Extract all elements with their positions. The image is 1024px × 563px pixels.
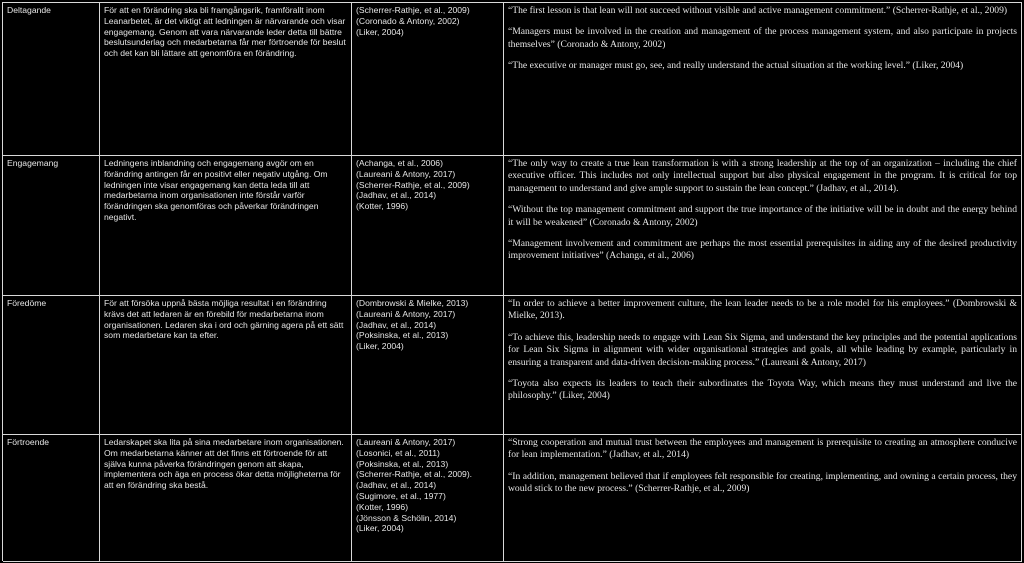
- term-label: Föredöme: [7, 298, 47, 308]
- description-cell: För att en förändring ska bli framgångsrik, framförallt inom Leanarbetet, är det viktigt att ledningen är närvarande och visar engagemang. Genom att vara närvarande leder detta till bättre beslutsunderlag och medarbetarna får mer förtroende för beslut och det kan bli lättare att genomföra en förändring.: [100, 3, 352, 156]
- reference-item: (Laureani & Antony, 2017): [356, 437, 456, 447]
- quote-text: “Toyota also expects its leaders to teach their subordinates the Toyota Way, which means they must understand and live the philosophy.” (Liker, 2004): [508, 378, 1017, 402]
- quote-text: “The first lesson is that lean will not succeed without visible and active management commitment.” (Scherrer-Rathje, et al., 2009): [508, 5, 1008, 16]
- table-row: [3, 3, 1022, 156]
- references-cell: [352, 296, 504, 435]
- term-label: Förtroende: [7, 437, 50, 447]
- term-label: Deltagande: [7, 5, 51, 15]
- reference-item: (Scherrer-Rathje, et al., 2009): [356, 179, 470, 190]
- quote-text: “The executive or manager must go, see, and really understand the actual situation at the working level.” (Liker, 2004): [508, 60, 964, 72]
- quotes-cell: [504, 156, 1022, 296]
- quote-text: “In order to achieve a better improvement culture, the lean leader needs to be a role model for his employees.” (Dombrowski & Mielke, 2013).: [508, 298, 1017, 322]
- references-cell: [352, 156, 504, 296]
- description-cell: Ledningens inblandning och engagemang avgör om en förändring antingen får en positivt eller negativ utgång. Om ledningen inte visar engagemang kan detta leda till att medarbetarna inom organisationen inte förstår varför förändringen ska genomföras och påverkar förändringen negativt.: [100, 156, 352, 296]
- quotes-cell: [504, 435, 1022, 562]
- term-cell: [3, 156, 100, 296]
- reference-item: (Sugimore, et al., 1977): [356, 490, 446, 501]
- reference-item: (Scherrer-Rathje, et al., 2009): [356, 5, 470, 15]
- reference-item: (Kotter, 1996): [356, 501, 409, 512]
- quote-text: “In addition, management believed that if employees felt responsible for creating, implementing, and owning a certain process, they would stick to the new process.” (Scherrer-Rathje, et al., 2009): [508, 470, 1017, 495]
- references-cell: [352, 3, 504, 156]
- description-cell: För att försöka uppnå bästa möjliga resultat i en förändring krävs det att ledaren är en förebild för medarbetarna inom organisationen. Ledaren ska i ord och gärning agera på ett sätt som medarbetare kan ta efter.: [100, 296, 352, 435]
- reference-item: (Dombrowski & Mielke, 2013): [356, 298, 469, 308]
- reference-item: (Achanga, et al., 2006): [356, 158, 443, 168]
- reference-item: (Jadhav, et al., 2014): [356, 480, 437, 491]
- quote-text: “Management involvement and commitment are perhaps the most essential prerequisites in aiding any of the desired productivity improvement initiatives” (Achanga, et al., 2006): [508, 238, 1017, 262]
- reference-item: (Jadhav, et al., 2014): [356, 190, 437, 201]
- quote-text: “Strong cooperation and mutual trust between the employees and management is prerequisite to creating an atmosphere conducive for lean implementation.” (Jadhav, et al., 2014): [508, 437, 1017, 461]
- reference-item: (Jadhav, et al., 2014): [356, 319, 437, 330]
- reference-item: (Laureani & Antony, 2017): [356, 308, 456, 319]
- reference-item: (Liker, 2004): [356, 523, 404, 534]
- table-row: [3, 296, 1022, 435]
- table-row: [3, 435, 1022, 562]
- reference-item: (Coronado & Antony, 2002): [356, 15, 460, 26]
- term-cell: [3, 296, 100, 435]
- reference-item: (Laureani & Antony, 2017): [356, 168, 456, 179]
- reference-item: (Poksinska, et al., 2013): [356, 458, 449, 469]
- quotes-cell: [504, 3, 1022, 156]
- description-cell: Ledarskapet ska lita på sina medarbetare inom organisationen. Om medarbetarna känner att det finns ett förtroende för att själva kunna påverka förändringen genom att skapa, implementera och äga en process ökar detta möjligheterna för att en förändring ska bestå.: [100, 435, 352, 562]
- reference-item: (Poksinska, et al., 2013): [356, 330, 449, 341]
- term-label: Engagemang: [7, 158, 59, 168]
- reference-item: (Kotter, 1996): [356, 201, 409, 212]
- quote-text: “The only way to create a true lean transformation is with a strong leadership at the top of an organization – including the chief executive officer. This includes not only intellectual support but also physical engagement in the program. It is critical for top management to understand and give ample support to sustain the lean concept.” (Jadhav, et al., 2014).: [508, 158, 1017, 194]
- reference-item: (Liker, 2004): [356, 341, 404, 352]
- references-cell: [352, 435, 504, 562]
- literature-table: [2, 2, 1022, 561]
- reference-item: (Losonici, et al., 2011): [356, 447, 440, 458]
- quote-text: “To achieve this, leadership needs to engage with Lean Six Sigma, and understand the key principles and the potential applications for Lean Six Sigma in alignment with wider organisational strategies and goals, all while leading by example, particularly in ensuring a transparent and data-driven decision-making process.” (Laureani & Antony, 2017): [508, 331, 1017, 368]
- reference-item: (Liker, 2004): [356, 26, 404, 37]
- quote-text: “Managers must be involved in the creation and management of the process management system, and also participate in projects themselves” (Coronado & Antony, 2002): [508, 26, 1017, 50]
- term-cell: [3, 435, 100, 562]
- term-cell: [3, 3, 100, 156]
- reference-item: (Jönsson & Schölin, 2014): [356, 512, 457, 523]
- reference-item: (Scherrer-Rathje, et al., 2009).: [356, 469, 473, 480]
- quotes-cell: [504, 296, 1022, 435]
- quote-text: “Without the top management commitment and support the true importance of the initiative will be in doubt and the energy behind it will be weakened” (Coronado & Antony, 2002): [508, 204, 1017, 228]
- table-row: [3, 156, 1022, 296]
